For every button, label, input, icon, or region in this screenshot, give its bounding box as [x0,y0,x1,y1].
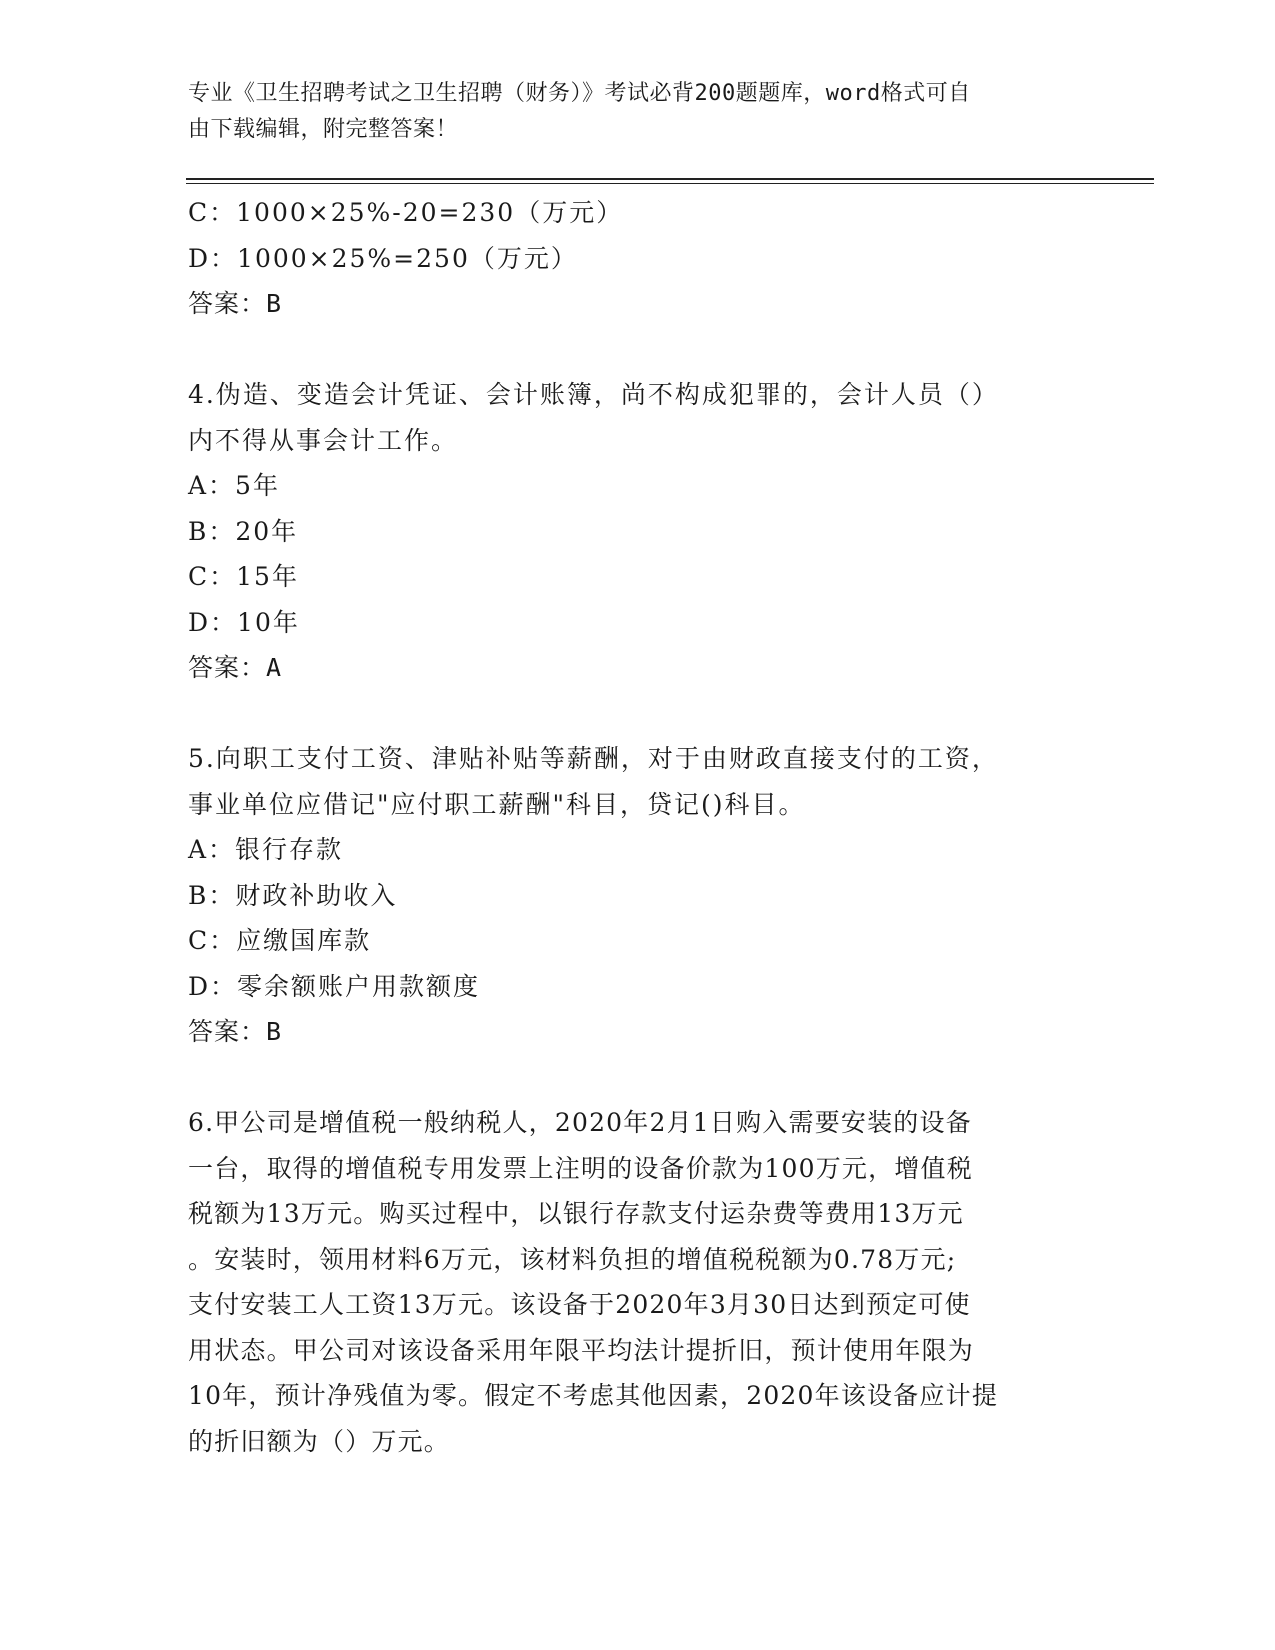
question-stem: 6.甲公司是增值税一般纳税人，2020年2月1日购入需要安装的设备 [188,1108,972,1137]
header-divider-thick [186,178,1154,180]
header-line-1: 专业《卫生招聘考试之卫生招聘（财务）》考试必背200题题库，word格式可自 [188,81,971,106]
question-stem: 一台，取得的增值税专用发票上注明的设备价款为100万元，增值税 [188,1153,973,1183]
prev-answer: 答案：B [188,289,283,318]
question-stem: 4.伪造、变造会计凭证、会计账簿，尚不构成犯罪的，会计人员（） [188,380,999,409]
prev-option-d: D：1000×25%=250（万元） [188,243,578,273]
question-stem: 的折旧额为（）万元。 [188,1426,451,1456]
question-stem: 内不得从事会计工作。 [188,425,459,455]
prev-option-c: C：1000×25%-20=230（万元） [188,198,624,227]
spacer [188,691,1088,737]
question-6 [188,1100,1088,1464]
option-c: C：应缴国库款 [188,926,372,955]
question-stem: 事业单位应借记"应付职工薪酬"科目，贷记()科目。 [188,789,806,819]
option-d: D：10年 [188,607,300,637]
document-body [188,190,1088,1464]
option-b: B：20年 [188,516,299,546]
question-5 [188,736,1088,1055]
spacer [188,1055,1088,1101]
answer: 答案：A [188,653,283,682]
option-c: C：15年 [188,562,299,591]
answer: 答案：B [188,1017,283,1046]
header-line-2: 由下载编辑，附完整答案！ [188,117,459,142]
question-stem: 5.向职工支付工资、津贴补贴等薪酬，对于由财政直接支付的工资， [188,744,999,773]
question-stem: 税额为13万元。购买过程中，以银行存款支付运杂费等费用13万元 [188,1199,964,1228]
question-stem: 。安装时，领用材料6万元，该材料负担的增值税税额为0.78万元; [188,1244,957,1274]
option-b: B：财政补助收入 [188,880,398,910]
question-stem: 10年，预计净残值为零。假定不考虑其他因素，2020年该设备应计提 [188,1381,999,1410]
spacer [188,327,1088,373]
option-a: A：5年 [188,471,280,500]
document-header [188,76,1068,148]
question-stem: 用状态。甲公司对该设备采用年限平均法计提折旧，预计使用年限为 [188,1335,975,1365]
option-d: D：零余额账户用款额度 [188,971,481,1001]
question-stem: 支付安装工人工资13万元。该设备于2020年3月30日达到预定可使 [188,1290,971,1319]
question-4 [188,372,1088,691]
option-a: A：银行存款 [188,835,344,864]
header-divider-thin [186,183,1154,184]
